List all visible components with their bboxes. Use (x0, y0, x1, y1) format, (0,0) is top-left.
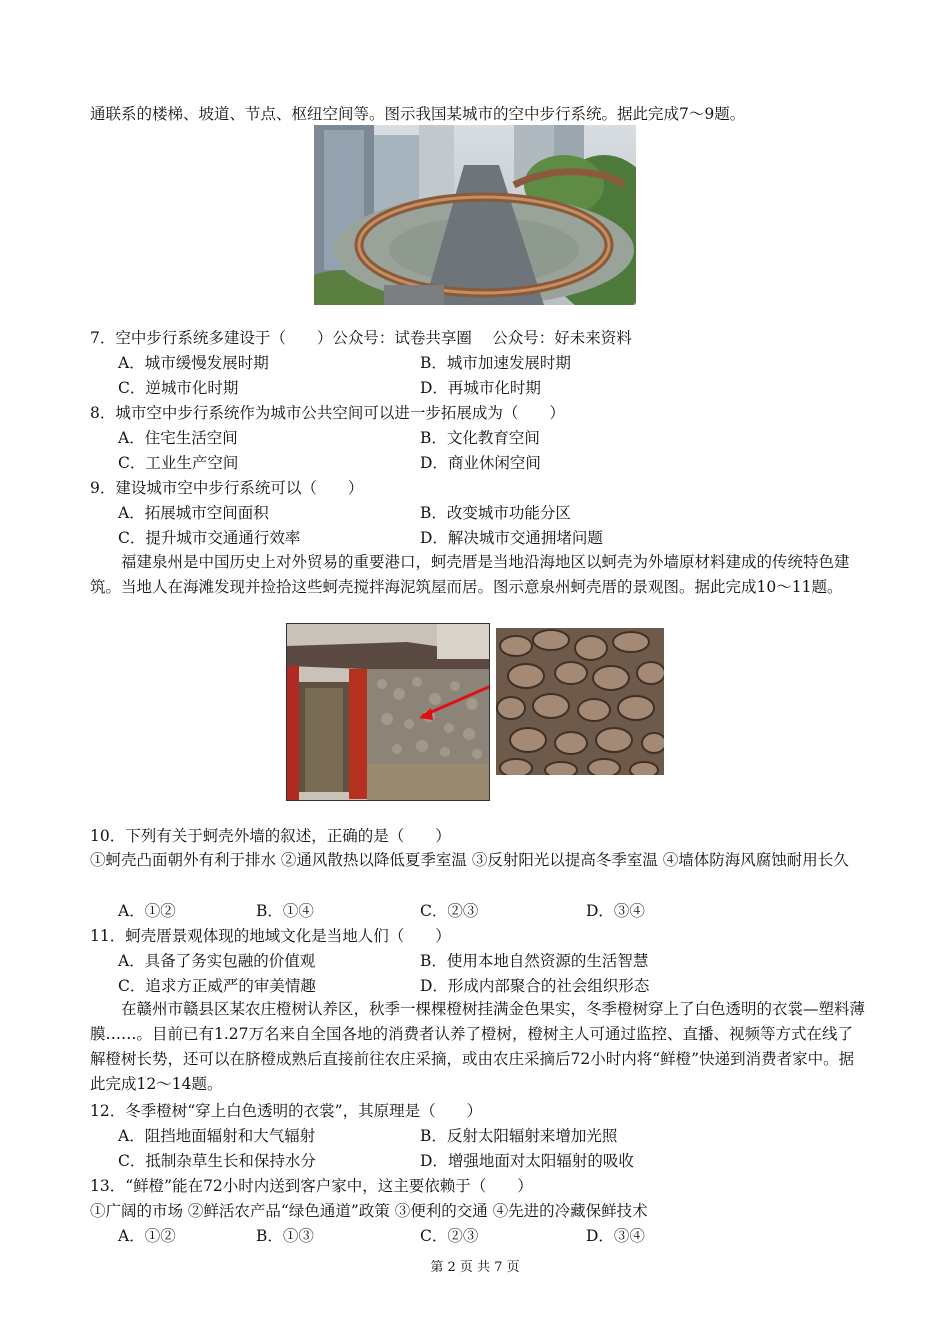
q12-option-b[interactable]: B．反射太阳辐射来增加光照 (420, 1127, 618, 1145)
q10-option-b[interactable]: B．①④ (256, 902, 314, 920)
q7-option-d[interactable]: D．再城市化时期 (420, 379, 541, 397)
passage-oyster-house: 福建泉州是中国历史上对外贸易的重要港口，蚵壳厝是当地沿海地区以蚵壳为外墙原材料建成的传统特色建筑。当地人在海滩发现并捡拾这些蚵壳搅拌海泥筑屋而居。图示意泉州蚵壳厝的景观图。据此完成10～11题。 (90, 553, 850, 596)
q13-option-a[interactable]: A．①② (118, 1227, 176, 1245)
q8-option-d[interactable]: D．商业休闲空间 (420, 454, 541, 472)
q8-option-a[interactable]: A．住宅生活空间 (118, 429, 238, 447)
q7-stem: 7．空中步行系统多建设于（ ）公众号：试卷共享圈 公众号：好未来资料 (90, 329, 632, 347)
q9-option-c[interactable]: C．提升城市交通通行效率 (118, 529, 301, 547)
q9-option-b[interactable]: B．改变城市功能分区 (420, 504, 571, 522)
q11-option-a[interactable]: A．具备了务实包融的价值观 (118, 952, 316, 970)
q12-option-a[interactable]: A．阻挡地面辐射和大气辐射 (118, 1127, 316, 1145)
q13-option-d[interactable]: D．③④ (586, 1227, 645, 1245)
q12-option-d[interactable]: D．增强地面对太阳辐射的吸收 (420, 1152, 634, 1170)
q10-statements: ①蚵壳凸面朝外有利于排水 ②通风散热以降低夏季室温 ③反射阳光以提高冬季室温 ④墙体防海风腐蚀耐用长久 (90, 851, 849, 869)
q13-option-b[interactable]: B．①③ (256, 1227, 314, 1245)
q10-option-c[interactable]: C．②③ (420, 902, 479, 920)
q8-option-c[interactable]: C．工业生产空间 (118, 454, 239, 472)
q13-statements: ①广阔的市场 ②鲜活农产品“绿色通道”政策 ③便利的交通 ④先进的冷藏保鲜技术 (90, 1202, 648, 1220)
q13-option-c[interactable]: C．②③ (420, 1227, 479, 1245)
q9-option-a[interactable]: A．拓展城市空间面积 (118, 504, 269, 522)
q7-option-a[interactable]: A．城市缓慢发展时期 (118, 354, 269, 372)
oyster-house-photo (286, 623, 490, 801)
passage-navel-orange: 在赣州市赣县区某农庄橙树认养区，秋季一棵棵橙树挂满金色果实，冬季橙树穿上了白色透明的衣裳—塑料薄膜……。目前已有1.27万名来自全国各地的消费者认养了橙树，橙树主人可通过监控、直播、视频等方式在线了解橙树长势，还可以在脐橙成熟后直接前往农庄采摘，或由农庄采摘后72小时内将“鲜橙”快递到消费者家中。据此完成12～14题。 (90, 1000, 866, 1093)
page-footer: 第 2 页 共 7 页 (430, 1260, 520, 1275)
q10-stem: 10．下列有关于蚵壳外墙的叙述，正确的是（ ） (90, 827, 451, 845)
skywalk-photo (314, 125, 636, 305)
q8-option-b[interactable]: B．文化教育空间 (420, 429, 540, 447)
q12-option-c[interactable]: C．抵制杂草生长和保持水分 (118, 1152, 316, 1170)
q13-stem: 13．“鲜橙”能在72小时内送到客户家中，这主要依赖于（ ） (90, 1177, 533, 1195)
q10-option-d[interactable]: D．③④ (586, 902, 645, 920)
q10-option-a[interactable]: A．①② (118, 902, 176, 920)
q12-stem: 12．冬季橙树“穿上白色透明的衣裳”，其原理是（ ） (90, 1102, 483, 1120)
q11-stem: 11．蚵壳厝景观体现的地域文化是当地人们（ ） (90, 927, 451, 945)
q9-option-d[interactable]: D．解决城市交通拥堵问题 (420, 529, 603, 547)
q8-stem: 8．城市空中步行系统作为城市公共空间可以进一步拓展成为（ ） (90, 404, 565, 422)
q9-stem: 9．建设城市空中步行系统可以（ ） (90, 479, 364, 497)
q7-option-c[interactable]: C．逆城市化时期 (118, 379, 239, 397)
q11-option-c[interactable]: C．追求方正威严的审美情趣 (118, 977, 316, 995)
oyster-shell-closeup-photo (496, 628, 664, 775)
intro-line: 通联系的楼梯、坡道、节点、枢纽空间等。图示我国某城市的空中步行系统。据此完成7～9题。 (90, 105, 746, 123)
q11-option-b[interactable]: B．使用本地自然资源的生活智慧 (420, 952, 649, 970)
q11-option-d[interactable]: D．形成内部聚合的社会组织形态 (420, 977, 650, 995)
q7-option-b[interactable]: B．城市加速发展时期 (420, 354, 571, 372)
